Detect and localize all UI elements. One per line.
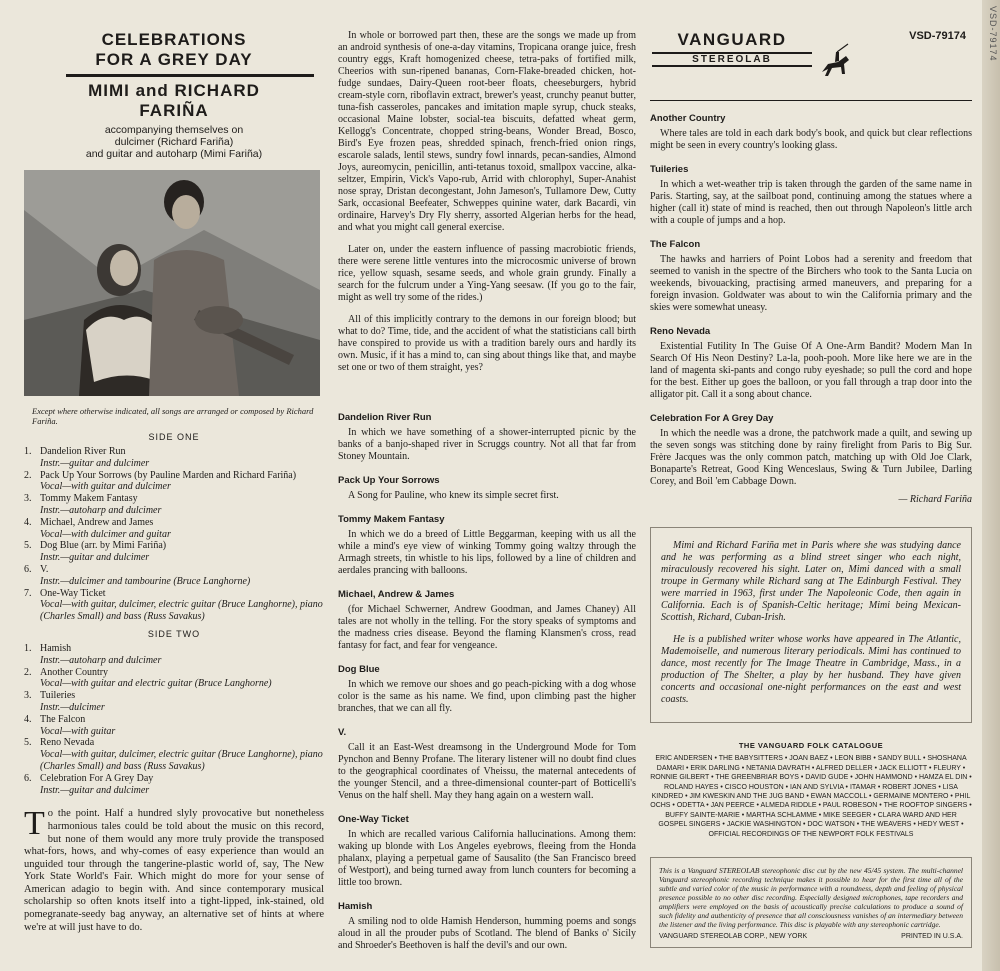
stereolab-notice: [650, 857, 972, 948]
track-item: [24, 773, 324, 797]
stereo-note-text: This is a Vanguard STEREOLAB stereophonic disc cut by the new 45/45 system. The multi-channel Vanguard stereophonic recording technique makes it possible to hear for the first time all of the subtle and varied color of the music in performance with a roundness, depth and feeling of physical presence possible to no other disc recording. Especially designed microphones, tape recorders and amplifiers were employed on the basis of acoustically precise calculations to produce a sound of such fidelity and authenticity of presence that all consciousness vanishes of an intermediary between the listener and the living performance. This disc is playable with any stereophonic cartridge.: [659, 866, 963, 930]
song-note: [338, 475, 636, 502]
printed-in: PRINTED IN U.S.A.: [901, 933, 963, 941]
side-one-track-list: [24, 446, 324, 623]
track-item: [24, 540, 324, 564]
song-note-text: In which we have something of a shower-interrupted picnic by the banks of a banjo-shaped river in Scruggs country. Not all that far from Stoney Mountain.: [338, 427, 636, 462]
artist-bio-box: [650, 527, 972, 723]
song-note-text: In which we remove our shoes and go peach-picking with a dog whose color is the same as his name. We find, upon climbing past the higher branches, that we can all fly.: [338, 679, 636, 714]
catalog-number: VSD-79174: [909, 30, 966, 42]
song-note-text: A smiling nod to olde Hamish Henderson, humming poems and songs aloud in all the prouder pubs of Scotland. The blend of Banks o' Sicily and Shroeder's Beethoven is half the devil's and our own.: [338, 916, 636, 951]
track-item: [24, 737, 324, 772]
arrangement-note: Except where otherwise indicated, all songs are arranged or composed by Richard Fariña.: [32, 406, 314, 426]
track-title: Pack Up Your Sorrows (by Pauline Marden and Richard Fariña): [40, 469, 297, 481]
song-note-text: A Song for Pauline, who knew its simple secret first.: [348, 490, 559, 501]
song-note: [650, 239, 972, 314]
song-note-heading: Tuileries: [650, 164, 689, 175]
track-instrumentation: Vocal—with guitar and dulcimer: [40, 481, 171, 493]
song-note: [338, 589, 636, 652]
track-title: Dandelion River Run: [40, 446, 126, 457]
track-instrumentation: Vocal—with guitar, dulcimer, electric guitar (Bruce Langhorne), piano (Charles Small) and bass (Russ Savakus): [40, 749, 323, 772]
album-subtitle: [24, 124, 324, 160]
catalogue-heading: THE VANGUARD FOLK CATALOGUE: [738, 741, 884, 750]
track-item: [24, 690, 324, 714]
track-item: [24, 517, 324, 541]
song-note-heading: V.: [338, 727, 347, 738]
song-note: [338, 814, 636, 889]
track-item: [24, 588, 324, 623]
song-note-heading: Another Country: [650, 113, 726, 124]
track-item: [24, 667, 324, 691]
song-note-text: The hawks and harriers of Point Lobos had a serenity and freedom that seemed to vanish in the spectre of the Birchers who took to the Santa Lucia on weekends, bivouacking, practising armed maneuvers, and preparing for a foreign invasion. Goldwater was about to win the California primary and the skies were somewhat uneasy.: [650, 254, 972, 313]
album-title-line-1: CELEBRATIONS: [101, 30, 247, 49]
track-item: [24, 714, 324, 738]
track-instrumentation: Instr.—dulcimer: [40, 701, 105, 713]
track-instrumentation: Vocal—with dulcimer and guitar: [40, 528, 171, 540]
track-number: 3.: [24, 690, 32, 702]
subtitle-line-3: and guitar and autoharp (Mimi Fariña): [85, 148, 263, 160]
song-note-heading: Dog Blue: [338, 664, 380, 675]
bio-paragraph: He is a published writer whose works have appeared in The Atlantic, Mademoiselle, and numerous literary periodicals. Mimi has continued to dance, most recently for The Image Theatre in Cambridge, Mass., in a production of The Shelter, a play by her husband. They have given concerts and occasional one-night performances on the east and west coasts.: [661, 634, 961, 705]
song-note: [338, 901, 636, 952]
author-signature: — Richard Fariña: [898, 494, 972, 505]
track-number: 2.: [24, 469, 32, 481]
track-number: 4.: [24, 713, 32, 725]
song-note-text: In which we do a breed of Little Beggarman, keeping with us all the while a mind's eye view of winking Tommy going waltzy through the Armagh streets, tin whistle to his lips, followed by a line of children and aerdales prancing with balloons.: [338, 529, 636, 576]
track-item: [24, 470, 324, 494]
brand-name: VANGUARD: [677, 30, 787, 49]
track-number: 5.: [24, 540, 32, 552]
company-name: VANGUARD STEREOLAB CORP., NEW YORK: [659, 933, 808, 941]
track-item: [24, 493, 324, 517]
song-note-heading: Hamish: [338, 901, 373, 912]
brand-sub: STEREOLAB: [652, 52, 812, 67]
track-item: [24, 643, 324, 667]
album-title-line-2: FOR A GREY DAY: [95, 50, 253, 69]
song-note-heading: One-Way Ticket: [338, 814, 409, 825]
track-title: Another Country: [40, 666, 109, 678]
song-note-text: In which are recalled various California hallucinations. Among them: waking up blonde with Los Angeles eyebrows, fleeing from the Honda phalanx, playing a perpetual game of Sausalito (the San Francisco breed of Westport), and being turned away from lunch counters for becoming a little too brown.: [338, 829, 636, 888]
song-note: [650, 113, 972, 152]
liner-paragraph: All of this implicitly contrary to the demons in our foreign blood; but what to do? Time, tide, and the accident of what the statisticians call birth have conspired to provide us with a tradition barely ours and hardly its own. Music, if it has a mind to, can sing about things like that, and maybe set one or two of them straight, yes?: [338, 314, 636, 373]
song-note: [338, 412, 636, 463]
track-instrumentation: Instr.—autoharp and dulcimer: [40, 654, 162, 666]
track-title: Tuileries: [40, 690, 76, 702]
artist-names-line-1: MIMI and RICHARD: [88, 81, 260, 100]
track-title: Reno Nevada: [40, 737, 95, 749]
track-item: [24, 446, 324, 470]
side-two-heading: SIDE TWO: [147, 628, 201, 639]
liner-paragraph: In whole or borrowed part then, these are the songs we made up from an android synthesis of one-a-day vitamins, Tropicana orange juice, fresh country eggs, Kraft homogenized cheese, tetra-paks of fortified milk, Cheerios with sun-ripened bananas, Corn-Flake-breaded chicken, hot-fudge sundaes, Dairy-Queen root-beer floats, cheeseburgers, hybrid cream-style corn, riboflavin extract, brewer's yeast, crunchy peanut butter, tuna-fish casseroles, pancakes and imitation maple syrup, chuck steaks, occasional Maine lobster, social-tea biscuits, defatted wheat germ, Kellogg's Concentrate, chopped string-beans, Wonder Bread, Bosco, Bird's Eye frozen peas, shredded spinach, french-fried onion rings, escarole salads, lentil stews, sundry fowl innards, pecan-sandies, Almond Joys, aureomycin, penicillin, anti-tetanus toxoid, smallpox vaccine, alka-seltzer, Empirin, Vick's Vapo-rub, Arrid with chlorophyl, Super-Anahist nose spray, Dristan decongestant, John Jameson's, Tullamore Dew, Cutty Sark, occasional Beefeater, Schweppes quinine water, dark Bacardi, vin ordinaire, Harvey's Dry Fly sherry, assorted Algerian herbs for the head, and what you might call general exercise.: [338, 30, 636, 233]
liner-paragraph: Later on, under the eastern influence of passing macrobiotic friends, there were serene little ventures into the microcosmic universe of brown rice, yellow squash, sesame seeds, and whole grain grundy. Finally a search for the fulcrum under a Ying-Yang seesaw. (If you go to the fair, might as well try some of the rides.): [338, 244, 636, 303]
song-note-text: Existential Futility In The Guise Of A One-Arm Bandit? Modern Man In Search Of His Neon Destiny? La-la, pooh-pooh. More like here we are in the land of magenta ski-pants and congo ruby eyeshade; so pull the cord and hope for the best. Either up goes the balloon, or you fall through a trap door into the alligator pit. Call it a song about chance.: [650, 341, 972, 400]
middle-column: [338, 30, 636, 952]
song-note-text: In which the needle was a drone, the patchwork made a quilt, and sewing up the seven songs was stitching done by rainy firelight from Paris to Big Sur. Frère Jacques was the only common patch, matching up with Old Joe Clark, Bonaparte's Retreat, Good King Wenceslaus, Swing & Turn Jubilee, Darling Corey, and Boil 'em Cabbage Down.: [650, 428, 972, 487]
track-number: 7.: [24, 587, 32, 599]
left-column: [24, 0, 324, 934]
song-note: [650, 164, 972, 227]
track-number: 4.: [24, 516, 32, 528]
bio-paragraph: Mimi and Richard Fariña met in Paris where she was studying dance and he was performing as a blind street singer who each night, miraculously recovered his sight. Later on, Mimi danced with a small troupe in Germany while Richard sang at The Edinburgh Festival. They were married in 1963, first under The Napoleonic Code, then again in California. Each is of Spanish-Celtic heritage; Mimi being Mexican-Scottish, Richard, Cuban-Irish.: [661, 540, 961, 623]
track-number: 6.: [24, 563, 32, 575]
track-title: Celebration For A Grey Day: [40, 772, 154, 784]
artists-photo-illustration: [24, 170, 320, 396]
song-note-text: Where tales are told in each dark body's book, and quick but clear reflections might be seen in every country's looking glass.: [650, 128, 972, 151]
track-instrumentation: Instr.—guitar and dulcimer: [40, 552, 150, 564]
song-note-heading: Michael, Andrew & James: [338, 589, 455, 600]
track-instrumentation: Instr.—dulcimer and tambourine (Bruce Langhorne): [40, 575, 251, 587]
folk-catalogue: [650, 741, 972, 839]
track-title: Hamish: [40, 642, 72, 654]
right-column: [650, 0, 972, 948]
catalogue-list: ERIC ANDERSEN • THE BABYSITTERS • JOAN BAEZ • LEON BIBB • SANDY BULL • SHOSHANA DAMARI • ERIK DARLING • NETANIA DAVRATH • ALFRED DELLER • JACK ELLIOTT • FLEURY • RONNIE GILBERT • THE GREENBRIAR BOYS • DAVID GUDE • JOHN HAMMOND • HAMZA EL DIN • ROLAND HAYES • CISCO HOUSTON • IAN AND SYLVIA • ITAMAR • ROBERT JONES • LISA KINDRED • JIM KWESKIN AND THE JUG BAND • EWAN MACCOLL • GERMAINE MONTERO • PHIL OCHS • ODETTA • JAN PEERCE • ALMEDA RIDDLE • PAUL ROBESON • THE ROOFTOP SINGERS • BUFFY SAINTE-MARIE • MARTHA SCHLAMME • MIKE SEEGER • CLARA WARD AND HER GOSPEL SINGERS • JACKIE WASHINGTON • DOC WATSON • THE WEAVERS • HEDY WEST • OFFICIAL RECORDINGS OF THE NEWPORT FOLK FESTIVALS: [650, 755, 972, 838]
horse-rider-icon: [818, 42, 854, 82]
song-note-text: In which a wet-weather trip is taken through the garden of the same name in Paris. Starting, say, at the sailboat pond, continuing among the statues where a higher (call it) state of mind is reached, then out through Napoleon's little arch with a couple of jumps and a hop.: [650, 179, 972, 226]
side-two-track-list: [24, 643, 324, 796]
track-title: Dog Blue (arr. by Mimi Fariña): [40, 540, 167, 552]
stereo-note-footer: [659, 932, 963, 941]
drop-cap: T: [24, 805, 45, 843]
title-divider: [66, 74, 314, 77]
subtitle-line-1: accompanying themselves on: [104, 124, 244, 136]
track-instrumentation: Instr.—guitar and dulcimer: [40, 457, 150, 469]
label-header: [650, 0, 972, 100]
track-item: [24, 564, 324, 588]
song-note-heading: Reno Nevada: [650, 326, 711, 337]
song-note-text: Call it an East-West dreamsong in the Underground Mode for Tom Pynchon and Benny Profane. The literary listener will no doubt find clues to the geographical coordinates of Vheissu, the maternal antecedents of the younger Stencil, and a three-dimensional counter-part of Botticelli's Venus on the half shell. May they hang again on a western wall.: [338, 742, 636, 801]
track-number: 1.: [24, 642, 32, 654]
sleeve-edge: [982, 0, 1000, 971]
track-title: The Falcon: [40, 713, 86, 725]
song-note: [650, 326, 972, 401]
track-instrumentation: Vocal—with guitar, dulcimer, electric guitar (Bruce Langhorne), piano (Charles Small) and bass (Russ Savakus): [40, 599, 323, 623]
track-instrumentation: Vocal—with guitar: [40, 725, 116, 737]
track-title: Michael, Andrew and James: [40, 516, 154, 528]
header-rule: [650, 100, 972, 101]
song-note-heading: Pack Up Your Sorrows: [338, 475, 440, 486]
track-instrumentation: Instr.—autoharp and dulcimer: [40, 504, 162, 516]
song-note: [338, 514, 636, 577]
artists-photo: [24, 170, 320, 396]
track-instrumentation: Vocal—with guitar and electric guitar (Bruce Langhorne): [40, 678, 272, 690]
track-title: One-Way Ticket: [40, 587, 106, 599]
track-number: 2.: [24, 666, 32, 678]
side-one-heading: SIDE ONE: [148, 432, 200, 442]
song-note: [650, 413, 972, 488]
track-title: V.: [40, 563, 49, 575]
track-number: 6.: [24, 772, 32, 784]
song-note-heading: Tommy Makem Fantasy: [338, 514, 445, 525]
artist-names-line-2: FARIÑA: [139, 101, 209, 120]
track-number: 3.: [24, 493, 32, 505]
subtitle-line-2: dulcimer (Richard Fariña): [114, 136, 234, 148]
intro-text: o the point. Half a hundred slyly provocative but nonetheless harmonious tales could be told about the music on this record, but none of them would any more truly provide the transposed what-fors, hows, and why-comes of easy experience than would an unguided tour through the tangerine-plastic world of, say, The New York State World's Fair. Which might do more for your sense of American adagio to begin with. And since contemporary musical scholarship so often knots itself into a tight-lipped, ink-stained, old pomegranate-seedy bag anyway, an alternative set of hints at where we're at will just have to do.: [24, 808, 324, 933]
track-number: 5.: [24, 737, 32, 749]
song-note-text: (for Michael Schwerner, Andrew Goodman, and James Chaney) All tales are not wholly in the telling. For the story speaks of symptoms and the madness cries disease. Beyond the flaming Klansmen's cross, read fantasy for fact, and fear for vengeance.: [338, 604, 636, 651]
track-instrumentation: Instr.—guitar and dulcimer: [40, 784, 150, 796]
song-note: [338, 727, 636, 802]
song-note-heading: The Falcon: [650, 239, 701, 250]
song-note-heading: Dandelion River Run: [338, 412, 432, 423]
vanguard-logo: [652, 30, 812, 67]
liner-intro: [24, 805, 324, 934]
song-note-heading: Celebration For A Grey Day: [650, 413, 774, 424]
spine-catalog-number: VSD-79174: [988, 6, 998, 62]
track-number: 1.: [24, 446, 32, 457]
track-title: Tommy Makem Fantasy: [40, 493, 138, 505]
song-note: [338, 664, 636, 715]
